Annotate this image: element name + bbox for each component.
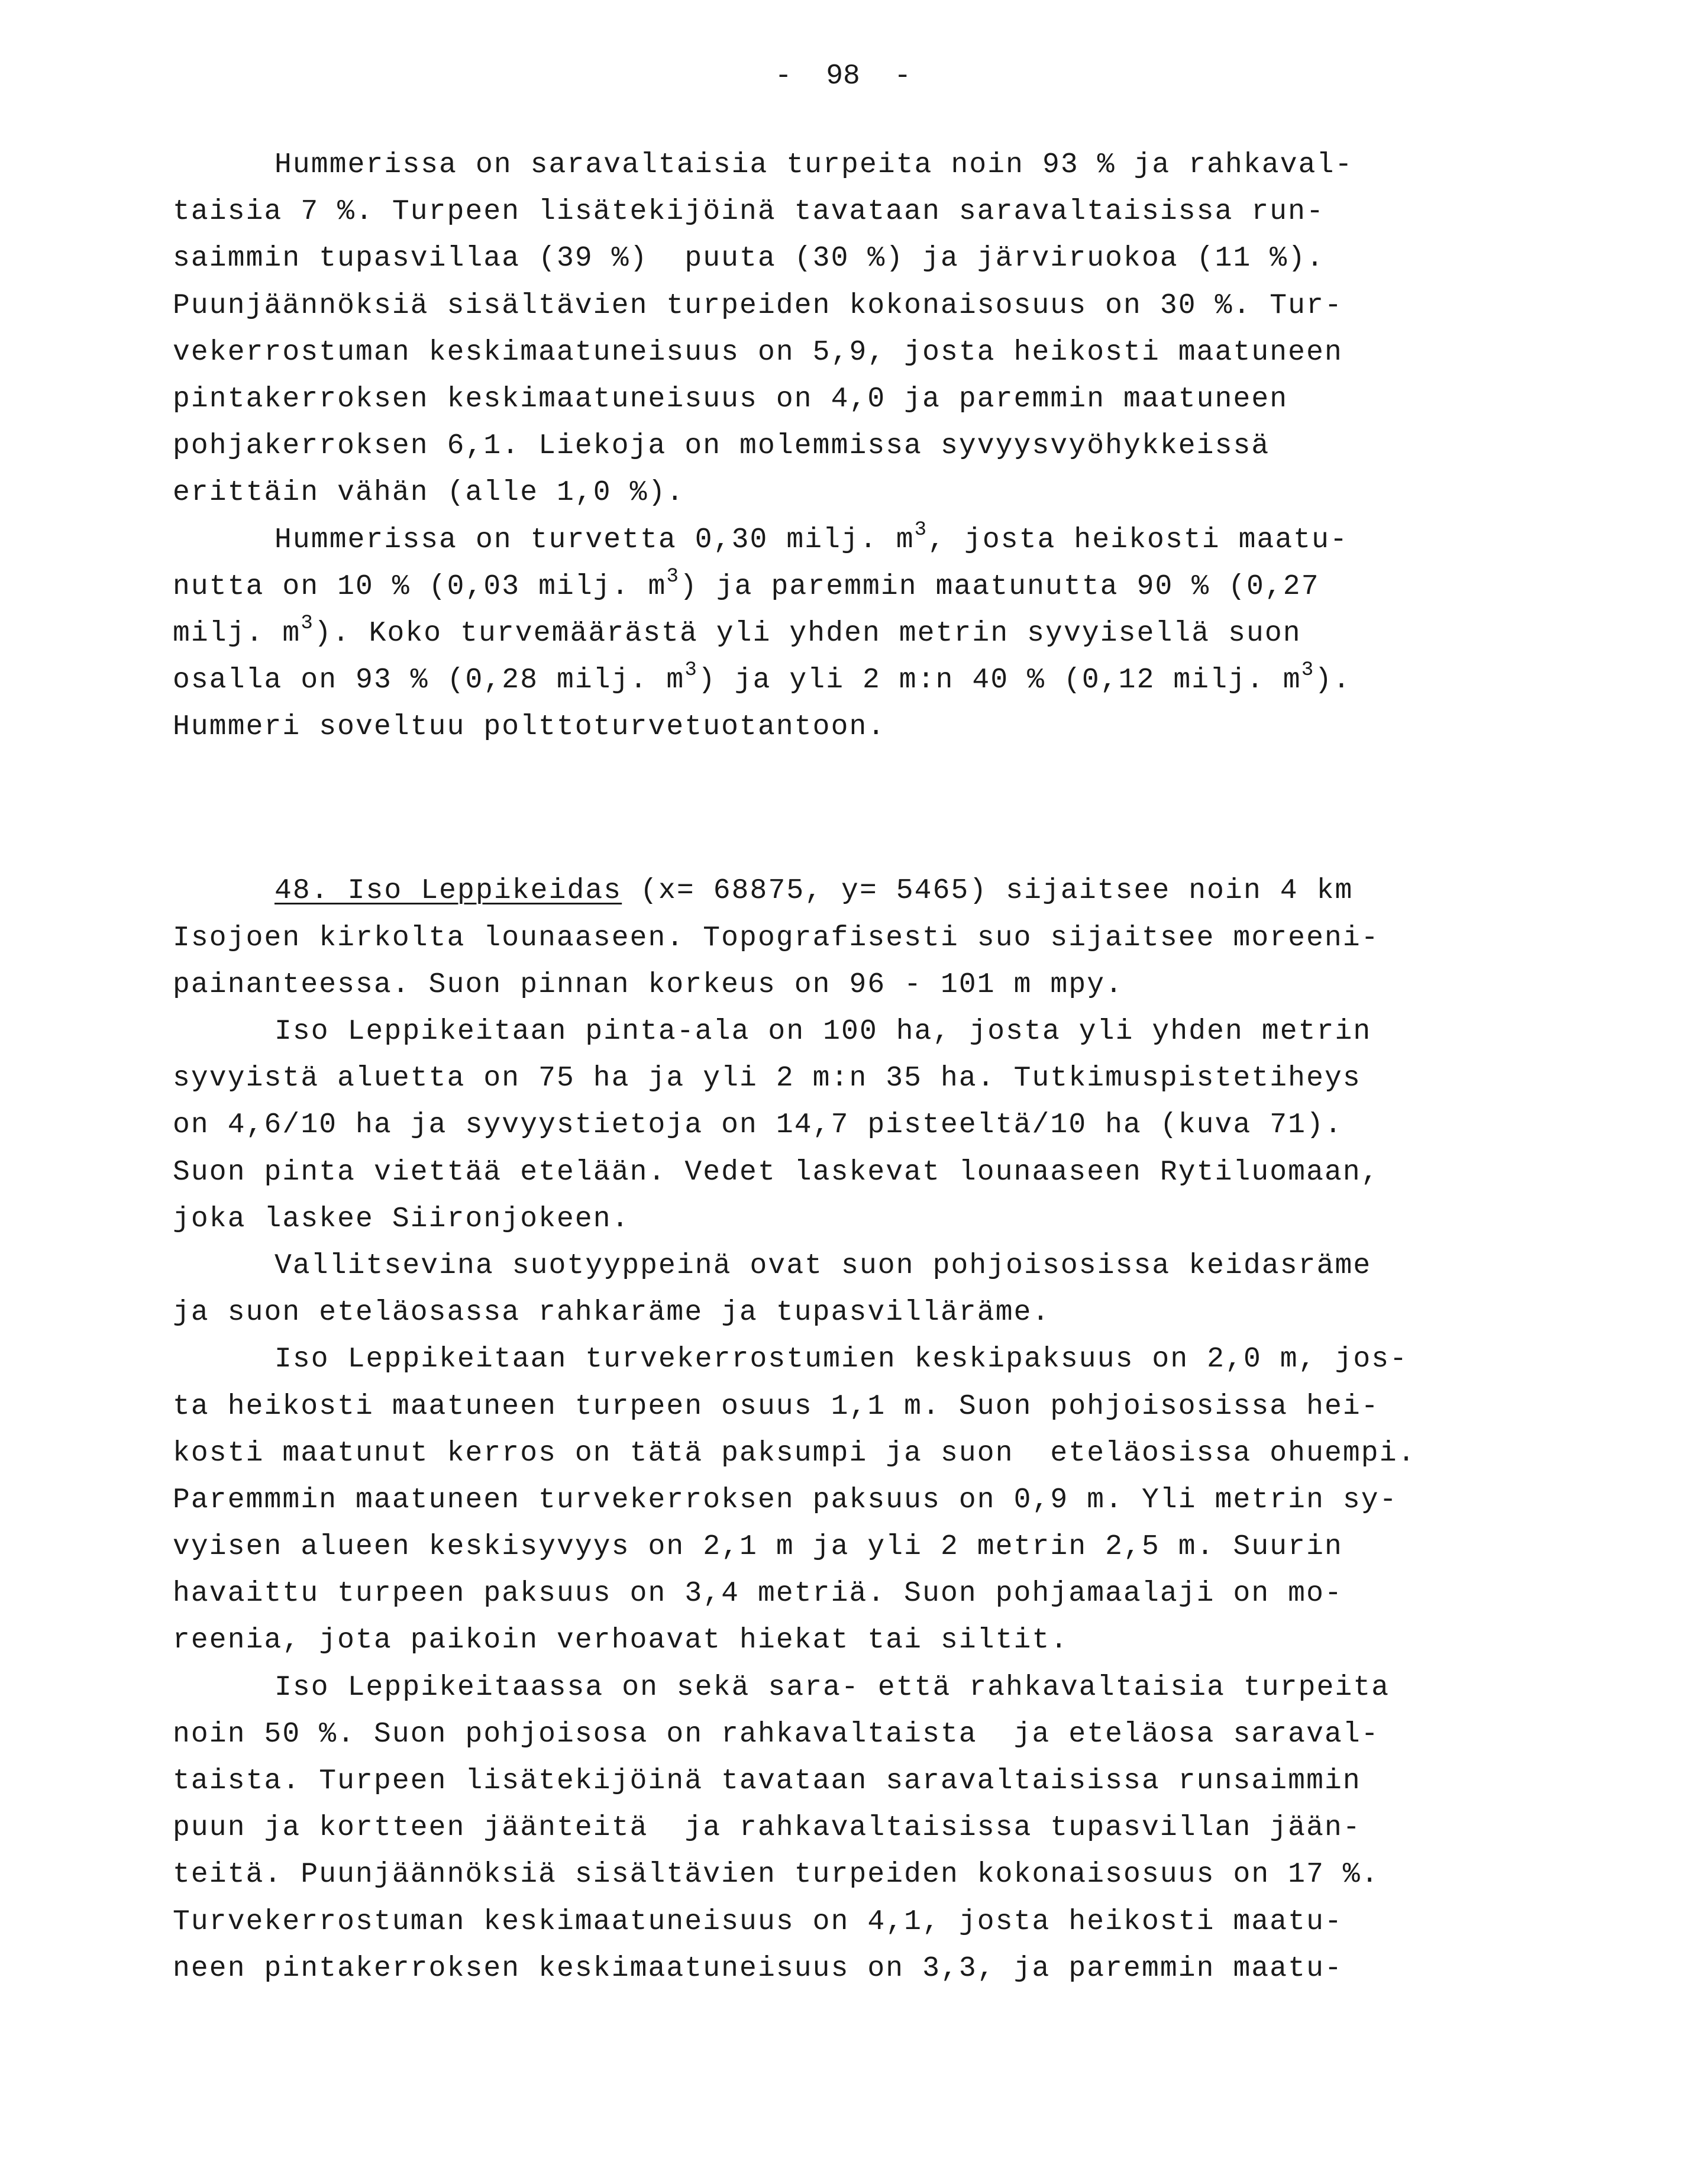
- text-line: [173, 1430, 1557, 1477]
- body-text: [173, 142, 1557, 1992]
- text-line: [173, 1477, 1557, 1524]
- text-line: [173, 564, 1557, 610]
- text-run: Hummerissa on saravaltaisia turpeita noin 93 % ja rahkaval-: [274, 149, 1354, 181]
- superscript: 3: [914, 518, 928, 541]
- text-run: Iso Leppikeitaassa on sekä sara- että rahkavaltaisia turpeita: [274, 1671, 1390, 1704]
- text-run: erittäin vähän (alle 1,0 %).: [173, 477, 685, 509]
- text-run: Iso Leppikeitaan pinta-ala on 100 ha, josta yli yhden metrin: [274, 1016, 1372, 1048]
- text-line: [173, 1149, 1557, 1196]
- text-line: [173, 1243, 1557, 1290]
- text-run: osalla on 93 % (0,28 milj. m: [173, 664, 685, 697]
- text-run: ) ja yli 2 m:n 40 % (0,12 milj. m: [697, 664, 1301, 697]
- text-run: Suon pinta viettää etelään. Vedet laskevat lounaaseen Rytiluomaan,: [173, 1156, 1380, 1188]
- section-heading: 48. Iso Leppikeidas: [274, 875, 622, 907]
- text-line: [173, 1805, 1557, 1852]
- text-line: [173, 1524, 1557, 1571]
- paragraph: [173, 1665, 1557, 1992]
- text-line: [173, 1946, 1557, 1992]
- text-line: [173, 376, 1557, 423]
- text-run: pintakerroksen keskimaatuneisuus on 4,0 ja paremmin maatuneen: [173, 383, 1288, 415]
- text-run: Puunjäännöksiä sisältävien turpeiden kokonaisosuus on 30 %. Tur-: [173, 289, 1343, 322]
- text-line: [173, 1711, 1557, 1758]
- page-number: - 98 -: [774, 60, 912, 92]
- text-run: Hummeri soveltuu polttoturvetuotantoon.: [173, 711, 886, 744]
- paragraph: [173, 868, 1557, 1009]
- paragraph: [173, 142, 1557, 517]
- text-run: vyisen alueen keskisyvyys on 2,1 m ja yli 2 metrin 2,5 m. Suurin: [173, 1531, 1343, 1563]
- text-line: [173, 962, 1557, 1009]
- text-run: Vallitsevina suotyyppeinä ovat suon pohjoisosissa keidasräme: [274, 1249, 1372, 1282]
- text-line: [173, 423, 1557, 470]
- text-line: [173, 1290, 1557, 1336]
- text-run: syvyistä aluetta on 75 ha ja yli 2 m:n 35 ha. Tutkimuspistetiheys: [173, 1062, 1361, 1095]
- section-gap: [173, 751, 1557, 868]
- text-run: Paremmmin maatuneen turvekerroksen paksuus on 0,9 m. Yli metrin sy-: [173, 1484, 1398, 1516]
- text-run: joka laskee Siironjokeen.: [173, 1203, 630, 1235]
- text-line: [173, 1102, 1557, 1149]
- text-run: teitä. Puunjäännöksiä sisältävien turpeiden kokonaisosuus on 17 %.: [173, 1859, 1380, 1891]
- text-line: [173, 329, 1557, 376]
- text-run: pohjakerroksen 6,1. Liekoja on molemmissa syvyysvyöhykkeissä: [173, 430, 1270, 463]
- paragraph: [173, 1009, 1557, 1243]
- text-line: [173, 915, 1557, 962]
- text-run: Isojoen kirkolta lounaaseen. Topografisesti suo sijaitsee moreeni-: [173, 922, 1380, 954]
- text-line: [173, 235, 1557, 282]
- text-run: taisia 7 %. Turpeen lisätekijöinä tavataan saravaltaisissa run-: [173, 196, 1325, 228]
- text-run: taista. Turpeen lisätekijöinä tavataan saravaltaisissa runsaimmin: [173, 1765, 1361, 1797]
- text-run: puun ja kortteen jäänteitä ja rahkavaltaisissa tupasvillan jään-: [173, 1812, 1361, 1844]
- text-run: havaittu turpeen paksuus on 3,4 metriä. Suon pohjamaalaji on mo-: [173, 1578, 1343, 1610]
- text-run: neen pintakerroksen keskimaatuneisuus on 3,3, ja paremmin maatu-: [173, 1952, 1343, 1985]
- superscript: 3: [684, 659, 698, 682]
- text-run: on 4,6/10 ha ja syvyystietoja on 14,7 pisteeltä/10 ha (kuva 71).: [173, 1109, 1343, 1142]
- text-run: Hummerissa on turvetta 0,30 milj. m: [274, 524, 915, 556]
- text-run: vekerrostuman keskimaatuneisuus on 5,9, josta heikosti maatuneen: [173, 336, 1343, 369]
- text-line: [173, 704, 1557, 751]
- text-run: noin 50 %. Suon pohjoisosa on rahkavaltaista ja eteläosa saraval-: [173, 1718, 1380, 1750]
- text-line: [173, 610, 1557, 657]
- text-run: reenia, jota paikoin verhoavat hiekat tai siltit.: [173, 1624, 1069, 1657]
- text-run: ) ja paremmin maatunutta 90 % (0,27: [679, 570, 1320, 603]
- text-line: [173, 657, 1557, 704]
- text-line: [173, 283, 1557, 329]
- text-run: ).: [1314, 664, 1352, 697]
- text-line: [173, 142, 1557, 189]
- text-run: ta heikosti maatuneen turpeen osuus 1,1 m. Suon pohjoisosissa hei-: [173, 1390, 1380, 1423]
- text-line: [173, 1852, 1557, 1898]
- text-run: Turvekerrostuman keskimaatuneisuus on 4,1, josta heikosti maatu-: [173, 1905, 1343, 1938]
- text-line: [173, 1571, 1557, 1617]
- text-run: saimmin tupasvillaa (39 %) puuta (30 %) ja järviruokoa (11 %).: [173, 243, 1325, 275]
- superscript: 3: [666, 565, 680, 588]
- text-run: , josta heikosti maatu-: [928, 524, 1348, 556]
- text-run: milj. m: [173, 617, 301, 650]
- text-run: kosti maatunut kerros on tätä paksumpi ja suon eteläosissa ohuempi.: [173, 1437, 1416, 1469]
- text-run: ). Koko turvemäärästä yli yhden metrin syvyisellä suon: [314, 617, 1301, 650]
- text-line: [173, 868, 1557, 915]
- text-line: [173, 1336, 1557, 1383]
- text-line: [173, 1758, 1557, 1805]
- paragraph: [173, 1336, 1557, 1664]
- text-run: (x= 68875, y= 5465) sijaitsee noin 4 km: [622, 875, 1354, 907]
- text-line: [173, 1384, 1557, 1430]
- text-run: Iso Leppikeitaan turvekerrostumien keskipaksuus on 2,0 m, jos-: [274, 1343, 1409, 1376]
- text-line: [173, 1055, 1557, 1102]
- superscript: 3: [1301, 659, 1315, 682]
- text-line: [173, 1009, 1557, 1055]
- text-line: [173, 189, 1557, 235]
- paragraph: [173, 1243, 1557, 1336]
- superscript: 3: [301, 612, 314, 635]
- text-line: [173, 1617, 1557, 1664]
- text-line: [173, 517, 1557, 564]
- text-run: nutta on 10 % (0,03 milj. m: [173, 570, 667, 603]
- text-run: painanteessa. Suon pinnan korkeus on 96 - 101 m mpy.: [173, 968, 1124, 1001]
- text-run: ja suon eteläosassa rahkaräme ja tupasvilläräme.: [173, 1297, 1051, 1329]
- paragraph: [173, 517, 1557, 751]
- text-line: [173, 470, 1557, 516]
- text-line: [173, 1665, 1557, 1711]
- text-line: [173, 1899, 1557, 1946]
- text-line: [173, 1196, 1557, 1243]
